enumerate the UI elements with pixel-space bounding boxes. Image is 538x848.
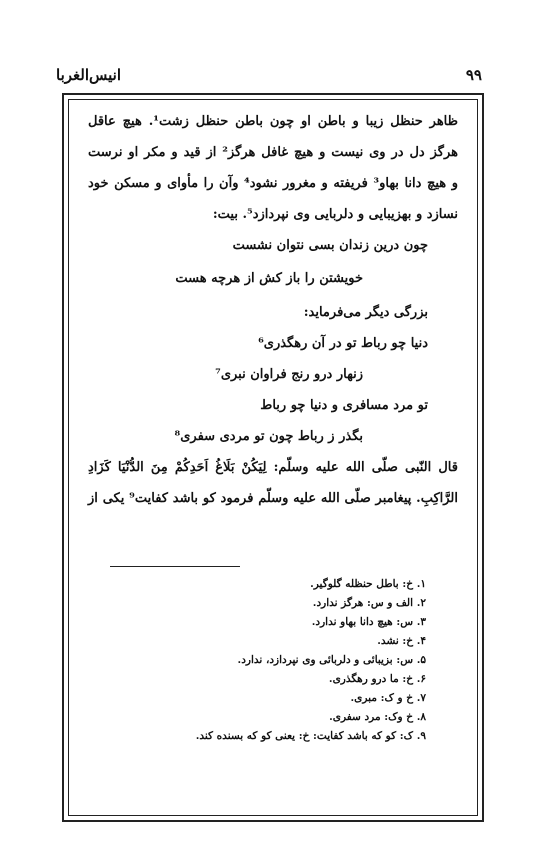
footnote: ۲. الف و س: هرگز ندارد. — [312, 597, 426, 609]
footnote: ۶. خ: ما درو رهگذری. — [328, 673, 426, 685]
page-header — [56, 66, 482, 88]
page-number: ۹۹ — [465, 66, 482, 84]
prose-line: هرگز دل در وی نیست و هیچ غافل هرگز² از قید و مکر او نرست — [88, 145, 459, 160]
verse-line: بگذر ز رباط چون تو مردی سفری⁸ — [174, 429, 363, 444]
running-title: انیس‌الغربا — [56, 66, 121, 84]
verse-line: زنهار درو رنج فراوان نبری⁷ — [215, 367, 363, 382]
verse-line: چون درین زندان بسی نتوان نشست — [232, 238, 428, 253]
hadith-line: قال النّبی صلّی الله علیه وسلّم: لِیَکُنْ بَلَاغُ اَحَدِکُمْ مِنَ الدُّنْیَا کَزَادِ — [88, 460, 458, 475]
prose-line: نسازد و بهزیبایی و دلربایی وی نپردازد⁵. بیت: — [212, 207, 458, 222]
verse-line: تو مرد مسافری و دنیا چو رباط — [260, 398, 428, 413]
footnote: ۳. س: هیچ دانا بهاو ندارد. — [311, 616, 426, 628]
prose-line: و هیچ دانا بهاو³ فریفته و مغرور نشود⁴ وآن را مأوای و مسکن خود — [88, 176, 458, 191]
footnote: ۸. خ وک: مرد سفری. — [329, 711, 426, 723]
verse-line: خویشتن را باز کش از هرچه هست — [175, 271, 363, 286]
verse-line: دنیا چو رباط تو در آن رهگذری⁶ — [258, 336, 428, 351]
verse-intro: بزرگی دیگر می‌فرماید: — [303, 305, 428, 320]
footnote: ۴. خ: نشد. — [377, 635, 426, 647]
footnote-rule — [110, 566, 240, 567]
footnote: ۵. س: بزیبائی و دلربائی وی نپردازد، ندارد. — [237, 654, 426, 666]
footnote: ۱. خ: باطل حنظله گلوگیر. — [310, 578, 426, 590]
prose-line: الرَّاکِبِ. پیغامبر صلّی الله علیه وسلّم فرمود کو باشد کفایت⁹ یکی از — [88, 491, 459, 506]
footnote: ۹. ک: کو که باشد کفایت: خ: یعنی کو که بسنده کند. — [195, 730, 426, 742]
prose-line: ظاهر حنظل زیبا و باطن او چون باطن حنظل زشت¹. هیچ عاقل — [88, 114, 458, 129]
footnote: ۷. خ و ک: مبری. — [350, 692, 426, 704]
